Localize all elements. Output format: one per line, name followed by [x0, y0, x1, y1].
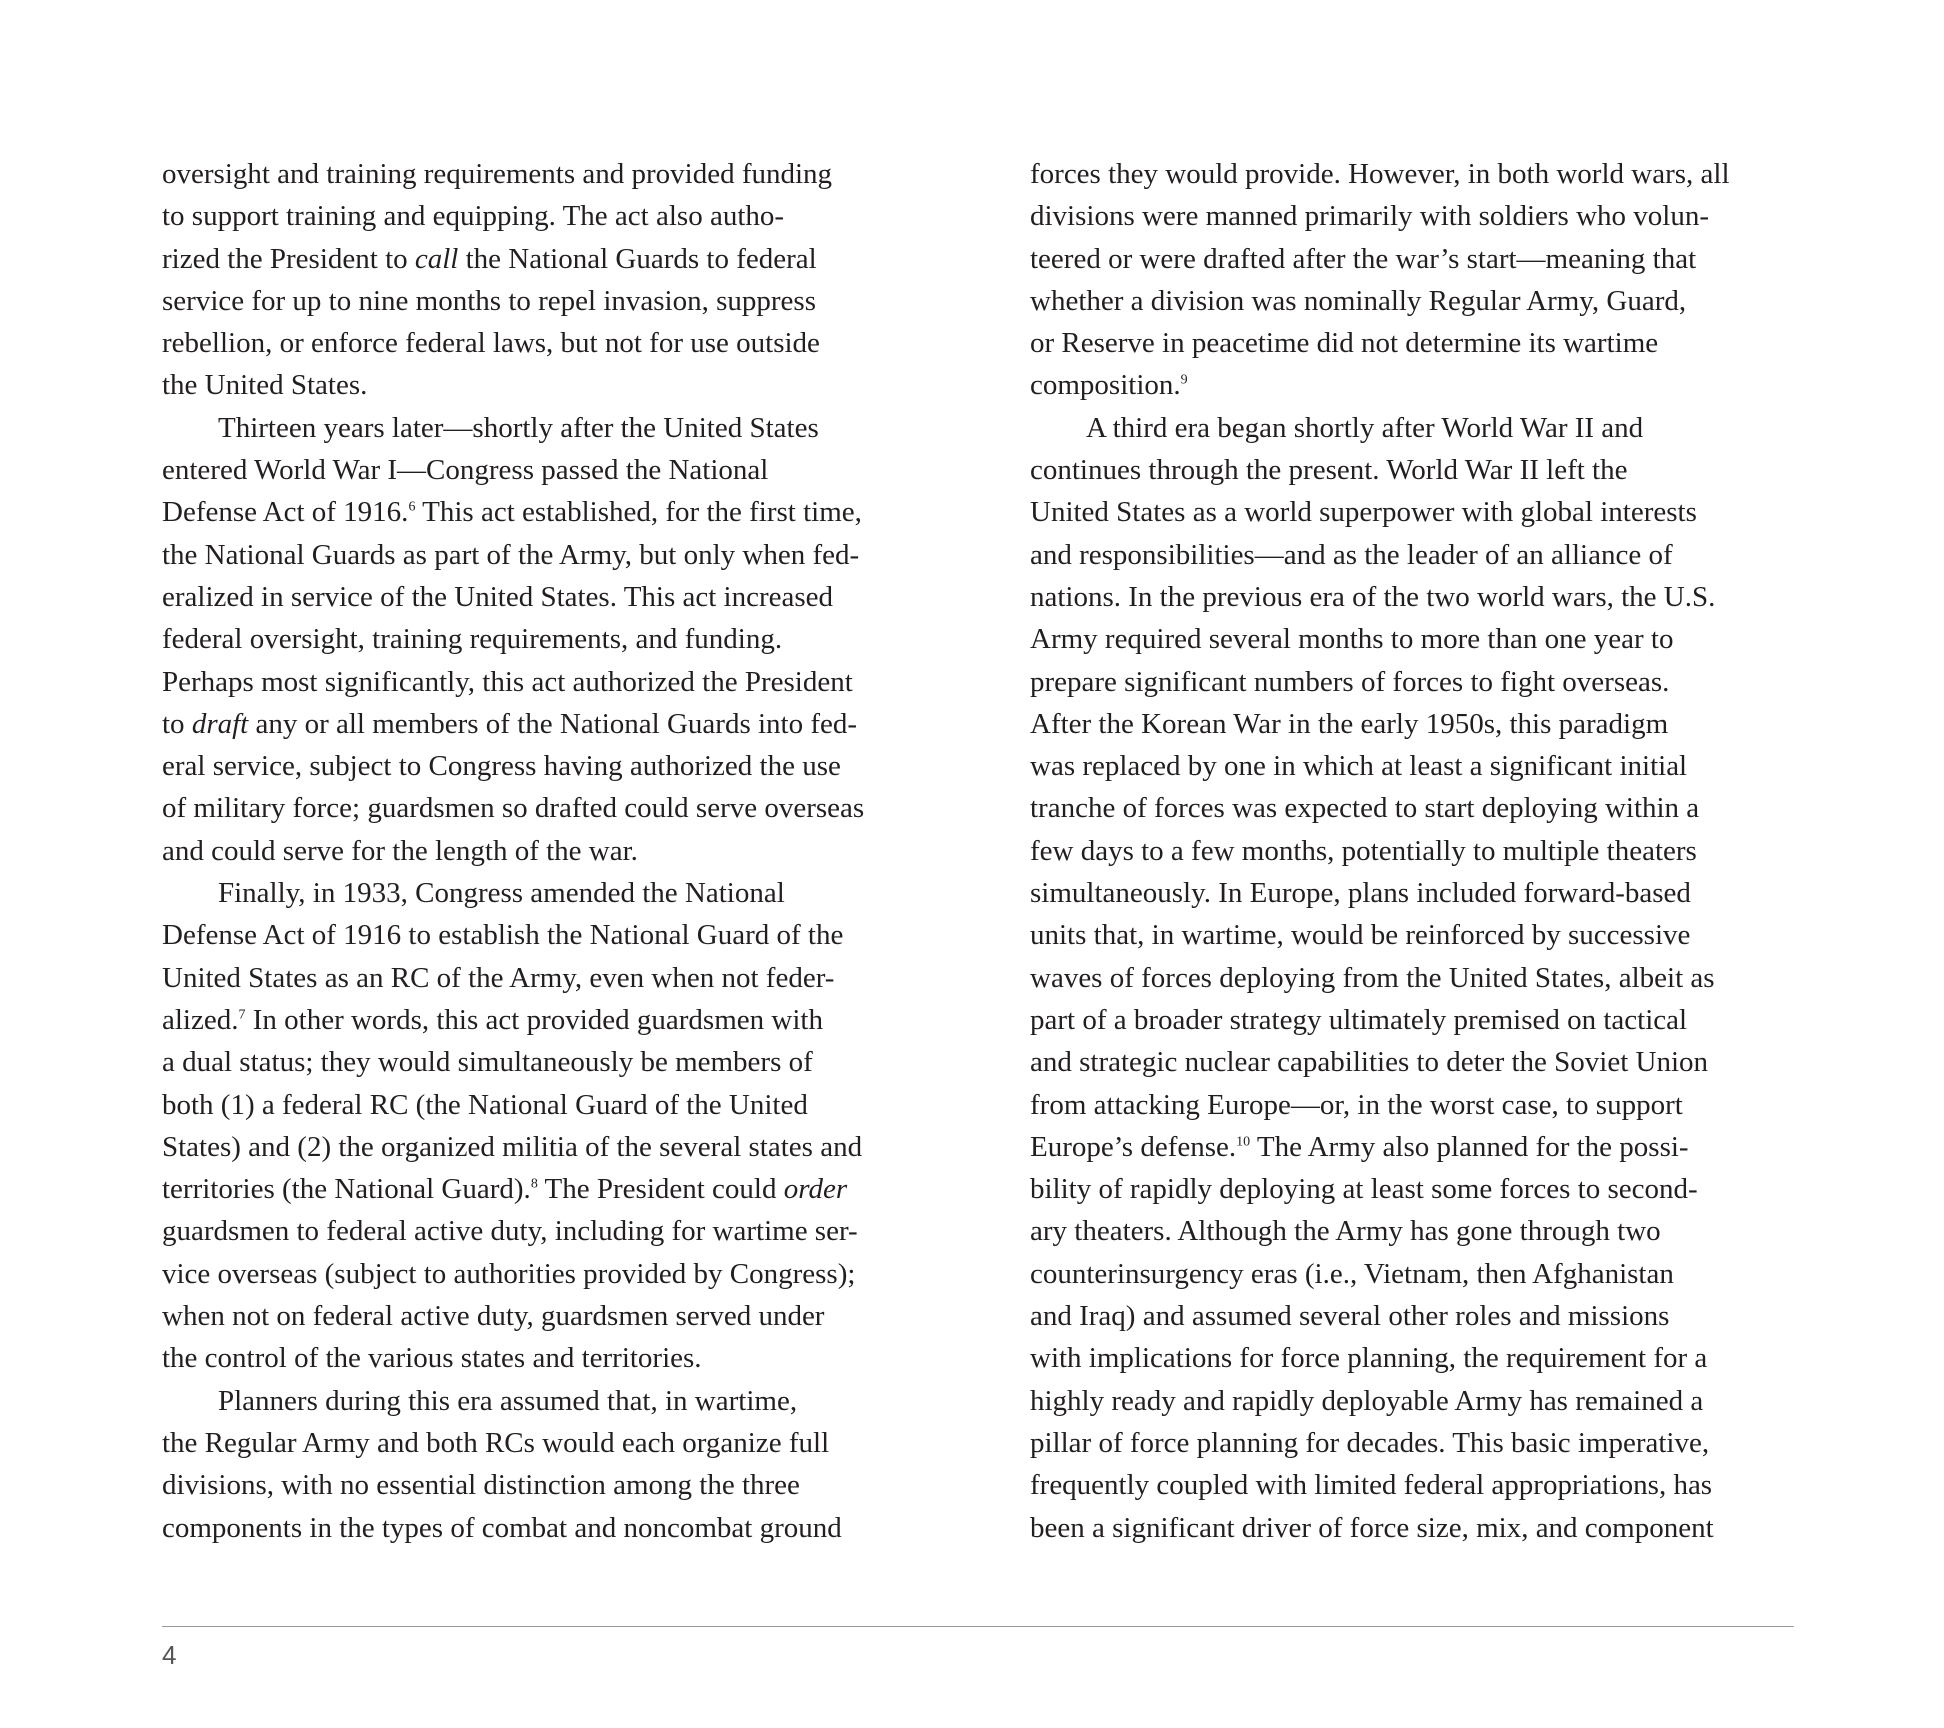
text-segment: vice overseas (subject to authorities provided by Congress); — [162, 1257, 856, 1290]
text-segment: territories (the National Guard). — [162, 1173, 531, 1206]
text-line — [1030, 1380, 1800, 1422]
text-segment: and Iraq) and assumed several other roles and missions — [1030, 1300, 1670, 1333]
text-segment: and responsibilities—and as the leader of an alliance of — [1030, 538, 1673, 571]
text-line — [1030, 1507, 1800, 1549]
text-segment: guardsmen to federal active duty, including for wartime ser- — [162, 1215, 858, 1248]
text-segment: frequently coupled with limited federal appropriations, has — [1030, 1469, 1713, 1502]
text-segment: Europe’s defense. — [1030, 1130, 1237, 1163]
text-segment: the National Guards as part of the Army, but only when fed- — [162, 538, 860, 571]
footnote-marker: 7 — [238, 1007, 246, 1023]
text-line — [1030, 1084, 1800, 1126]
text-segment: Finally, in 1933, Congress amended the National — [218, 877, 785, 910]
text-line — [1030, 1422, 1800, 1464]
text-segment: In other words, this act provided guardsmen with — [245, 1003, 823, 1036]
text-segment: continues through the present. World War II left the — [1030, 454, 1628, 487]
text-line — [162, 787, 932, 829]
text-segment: eralized in service of the United States. This act increased — [162, 580, 834, 613]
text-line — [1030, 999, 1800, 1041]
footnote-marker: 6 — [408, 499, 416, 515]
text-segment: divisions, with no essential distinction among the three — [162, 1469, 800, 1502]
text-segment: Planners during this era assumed that, in wartime, — [218, 1384, 798, 1417]
text-line — [1030, 1210, 1800, 1252]
text-segment: few days to a few months, potentially to multiple theaters — [1030, 834, 1697, 867]
right-text-column — [1030, 153, 1800, 1549]
text-segment: and could serve for the length of the war. — [162, 834, 638, 867]
text-line — [162, 195, 932, 237]
text-segment: been a significant driver of force size, mix, and component — [1030, 1511, 1714, 1544]
italic-emphasis: call — [414, 242, 459, 275]
text-line — [1030, 238, 1800, 280]
text-segment: Army required several months to more than one year to — [1030, 623, 1674, 656]
text-line — [1030, 957, 1800, 999]
text-line — [162, 914, 932, 956]
text-segment: part of a broader strategy ultimately premised on tactical — [1030, 1003, 1688, 1036]
text-line — [162, 153, 932, 195]
text-line — [162, 1295, 932, 1337]
text-line — [162, 745, 932, 787]
text-line — [1030, 195, 1800, 237]
text-segment: Thirteen years later—shortly after the United States — [218, 411, 819, 444]
text-line — [162, 703, 932, 745]
italic-emphasis: order — [783, 1173, 848, 1206]
text-segment: and strategic nuclear capabilities to deter the Soviet Union — [1030, 1046, 1709, 1079]
text-line — [1030, 1168, 1800, 1210]
text-line — [162, 576, 932, 618]
text-segment: from attacking Europe—or, in the worst case, to support — [1030, 1088, 1683, 1121]
text-line — [162, 1507, 932, 1549]
text-segment: Defense Act of 1916. — [162, 496, 409, 529]
text-line — [162, 1210, 932, 1252]
text-line — [1030, 703, 1800, 745]
text-segment: to — [162, 707, 192, 740]
text-segment: bility of rapidly deploying at least some forces to second- — [1030, 1173, 1698, 1206]
text-line — [1030, 534, 1800, 576]
text-segment: eral service, subject to Congress having authorized the use — [162, 750, 841, 783]
page-number: 4 — [162, 1640, 177, 1670]
text-segment: rebellion, or enforce federal laws, but not for use outside — [162, 327, 820, 360]
paragraph-first-line — [162, 407, 932, 449]
text-line — [162, 957, 932, 999]
text-segment: components in the types of combat and noncombat ground — [162, 1511, 842, 1544]
text-segment: counterinsurgency eras (i.e., Vietnam, then Afghanistan — [1030, 1257, 1674, 1290]
text-line — [162, 830, 932, 872]
text-line — [162, 999, 932, 1041]
text-segment: rized the President to — [162, 242, 415, 275]
text-segment: a dual status; they would simultaneously be members of — [162, 1046, 813, 1079]
text-line — [162, 238, 932, 280]
text-line — [162, 280, 932, 322]
text-line — [162, 618, 932, 660]
text-segment: with implications for force planning, the requirement for a — [1030, 1342, 1708, 1375]
text-line — [1030, 153, 1800, 195]
text-segment: to support training and equipping. The act also autho- — [162, 200, 785, 233]
text-line — [162, 1041, 932, 1083]
text-segment: of military force; guardsmen so drafted could serve overseas — [162, 792, 865, 825]
left-text-column — [162, 153, 932, 1549]
text-segment: forces they would provide. However, in both world wars, all — [1030, 158, 1730, 190]
text-segment: entered World War I—Congress passed the National — [162, 454, 769, 487]
text-segment: any or all members of the National Guards into fed- — [248, 707, 858, 740]
text-segment: alized. — [162, 1003, 239, 1036]
text-segment: ary theaters. Although the Army has gone through two — [1030, 1215, 1661, 1248]
text-line — [1030, 618, 1800, 660]
text-line — [162, 1337, 932, 1379]
text-segment: United States as a world superpower with global interests — [1030, 496, 1697, 529]
text-line — [1030, 280, 1800, 322]
text-segment: The Army also planned for the possi- — [1250, 1130, 1689, 1163]
text-segment: tranche of forces was expected to start deploying within a — [1030, 792, 1700, 825]
text-segment: Perhaps most significantly, this act authorized the President — [162, 665, 853, 698]
text-segment: teered or were drafted after the war’s start—meaning that — [1030, 242, 1697, 275]
text-segment: highly ready and rapidly deployable Army has remained a — [1030, 1384, 1704, 1417]
text-line — [162, 1084, 932, 1126]
text-line — [162, 364, 932, 406]
text-segment: nations. In the previous era of the two world wars, the U.S. — [1030, 580, 1716, 613]
text-segment: the National Guards to federal — [458, 242, 817, 275]
paragraph-first-line — [1030, 407, 1800, 449]
text-line — [162, 1422, 932, 1464]
text-line — [1030, 364, 1800, 406]
text-segment: the Regular Army and both RCs would each organize full — [162, 1426, 830, 1459]
text-segment: both (1) a federal RC (the National Guard of the United — [162, 1088, 808, 1121]
text-segment: oversight and training requirements and provided funding — [162, 158, 833, 190]
footnote-marker: 10 — [1236, 1134, 1251, 1150]
text-segment: A third era began shortly after World War II and — [1086, 411, 1644, 444]
text-line — [1030, 1464, 1800, 1506]
text-line — [162, 534, 932, 576]
text-line — [162, 449, 932, 491]
text-line — [162, 1168, 932, 1210]
text-line — [1030, 1041, 1800, 1083]
text-segment: service for up to nine months to repel invasion, suppress — [162, 284, 816, 317]
text-segment: waves of forces deploying from the United States, albeit as — [1030, 961, 1715, 994]
text-line — [1030, 661, 1800, 703]
text-line — [162, 1126, 932, 1168]
text-segment: prepare significant numbers of forces to fight overseas. — [1030, 665, 1670, 698]
text-segment: pillar of force planning for decades. This basic imperative, — [1030, 1426, 1710, 1459]
text-line — [1030, 576, 1800, 618]
text-line — [1030, 914, 1800, 956]
text-line — [1030, 787, 1800, 829]
text-line — [1030, 745, 1800, 787]
footnote-marker: 9 — [1180, 372, 1188, 388]
text-line — [162, 661, 932, 703]
text-line — [162, 1464, 932, 1506]
text-line — [1030, 491, 1800, 533]
footer-divider — [162, 1626, 1794, 1627]
footnote-marker: 8 — [530, 1176, 538, 1192]
text-line — [162, 1253, 932, 1295]
text-segment: whether a division was nominally Regular Army, Guard, — [1030, 284, 1687, 317]
paragraph-first-line — [162, 1380, 932, 1422]
italic-emphasis: draft — [191, 707, 249, 740]
text-line — [1030, 830, 1800, 872]
paragraph-first-line — [162, 872, 932, 914]
text-segment: units that, in wartime, would be reinforced by successive — [1030, 919, 1691, 952]
text-segment: or Reserve in peacetime did not determine its wartime — [1030, 327, 1659, 360]
text-line — [1030, 1337, 1800, 1379]
text-line — [1030, 872, 1800, 914]
text-line — [1030, 1126, 1800, 1168]
text-segment: The President could — [537, 1173, 784, 1206]
text-segment: divisions were manned primarily with soldiers who volun- — [1030, 200, 1709, 233]
text-segment: composition. — [1030, 369, 1181, 402]
text-segment: was replaced by one in which at least a significant initial — [1030, 750, 1688, 783]
text-segment: States) and (2) the organized militia of the several states and — [162, 1130, 863, 1163]
text-segment: the control of the various states and territories. — [162, 1342, 702, 1375]
text-line — [1030, 449, 1800, 491]
text-segment: simultaneously. In Europe, plans included forward-based — [1030, 877, 1691, 910]
text-segment: United States as an RC of the Army, even when not feder- — [162, 961, 835, 994]
text-segment: federal oversight, training requirements, and funding. — [162, 623, 783, 656]
text-line — [162, 322, 932, 364]
text-line — [162, 491, 932, 533]
text-line — [1030, 322, 1800, 364]
text-segment: This act established, for the first time, — [415, 496, 862, 529]
text-segment: Defense Act of 1916 to establish the National Guard of the — [162, 919, 844, 952]
text-segment: the United States. — [162, 369, 368, 402]
text-line — [1030, 1295, 1800, 1337]
text-line — [1030, 1253, 1800, 1295]
text-segment: when not on federal active duty, guardsmen served under — [162, 1300, 825, 1333]
text-segment: After the Korean War in the early 1950s, this paradigm — [1030, 707, 1669, 740]
